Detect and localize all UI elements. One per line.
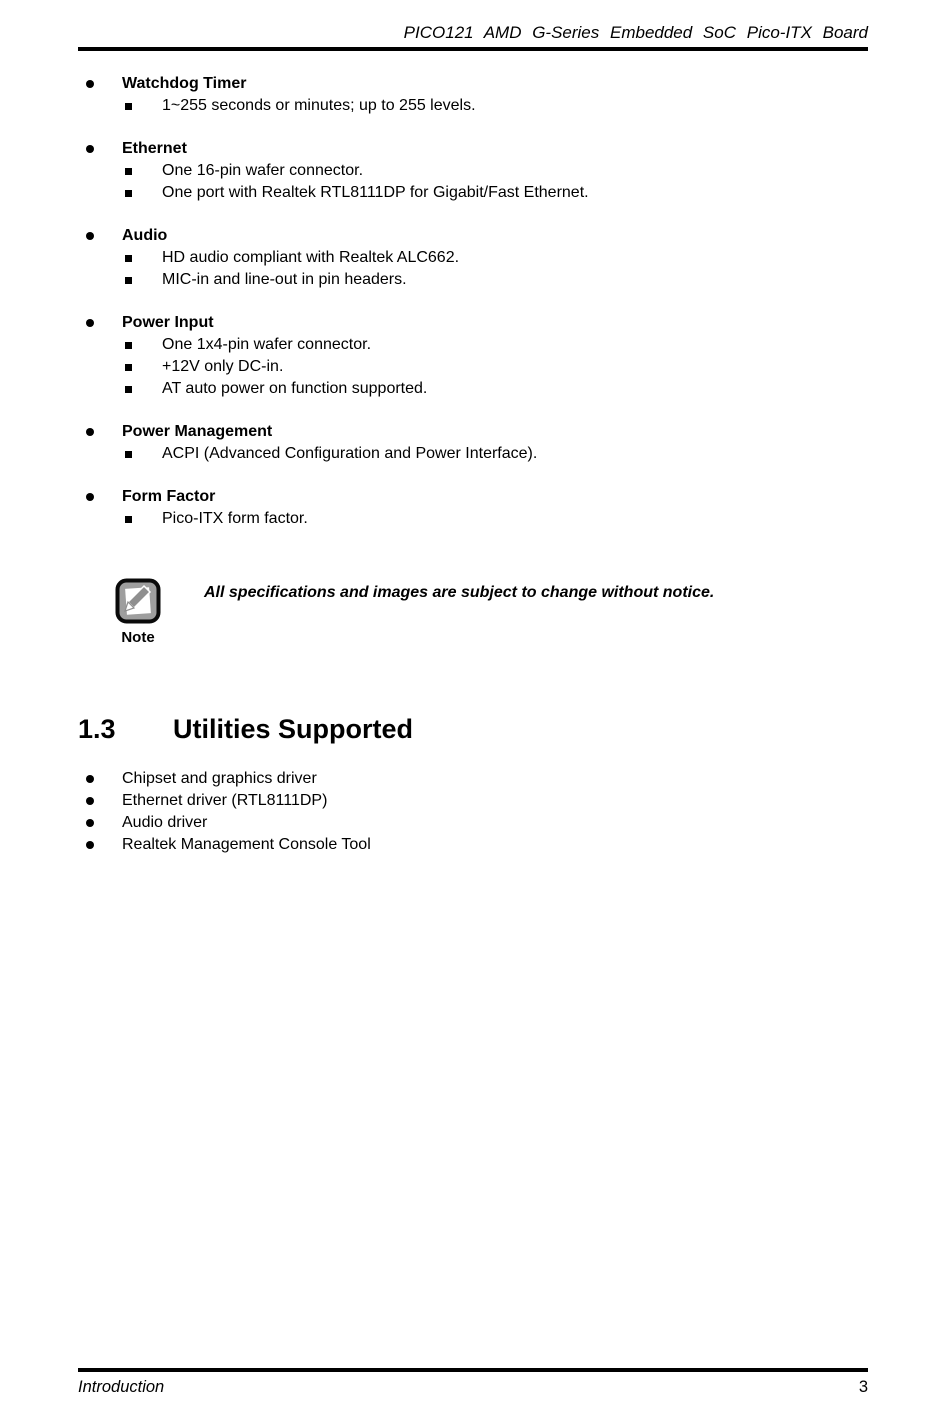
bullet-icon [86, 797, 94, 805]
spec-item-text: One 1x4-pin wafer connector. [162, 336, 372, 353]
square-bullet-icon [125, 451, 132, 458]
bullet-icon [86, 819, 94, 827]
square-bullet-icon [125, 103, 132, 110]
spec-item-text: MIC-in and line-out in pin headers. [162, 271, 407, 288]
bullet-icon [86, 145, 94, 153]
square-bullet-icon [125, 386, 132, 393]
square-bullet-icon [125, 190, 132, 197]
list-item [78, 812, 868, 834]
list-item [78, 790, 868, 812]
note-figure [115, 578, 161, 647]
list-item [78, 356, 868, 378]
note-label: Note [121, 629, 155, 646]
bullet-icon [86, 428, 94, 436]
square-bullet-icon [125, 277, 132, 284]
spec-item-text: +12V only DC-in. [162, 358, 284, 375]
section-label: Power Input [122, 314, 214, 331]
note-pencil-icon [115, 611, 161, 628]
spec-item-text: Pico-ITX form factor. [162, 510, 308, 527]
section-label: Power Management [122, 423, 273, 440]
section-heading [78, 714, 868, 744]
list-item [78, 378, 868, 400]
square-bullet-icon [125, 342, 132, 349]
header-rule [78, 47, 868, 51]
spec-item-text: HD audio compliant with Realtek ALC662. [162, 249, 460, 266]
list-item [78, 95, 868, 117]
spec-section-audio [78, 225, 868, 291]
list-item [78, 182, 868, 204]
spec-section-ethernet [78, 138, 868, 204]
spec-item-text: ACPI (Advanced Configuration and Power Interface). [162, 445, 538, 462]
spec-item-text: One port with Realtek RTL8111DP for Gigabit/Fast Ethernet. [162, 184, 589, 201]
spec-section-form-factor [78, 486, 868, 530]
spec-item-text: 1~255 seconds or minutes; up to 255 levels. [162, 97, 476, 114]
utility-item-text: Ethernet driver (RTL8111DP) [122, 792, 328, 809]
list-item [78, 834, 868, 856]
bullet-icon [86, 232, 94, 240]
bullet-icon [86, 493, 94, 501]
list-item [78, 421, 868, 443]
list-item [78, 225, 868, 247]
footer-chapter-label: Introduction [78, 1378, 165, 1396]
utilities-list [78, 768, 868, 856]
note-callout [78, 578, 868, 646]
list-item [78, 508, 868, 530]
page-number: 3 [858, 1378, 868, 1396]
list-item [78, 334, 868, 356]
spec-list [78, 73, 868, 856]
page-footer [78, 1368, 868, 1397]
section-label: Form Factor [122, 488, 216, 505]
square-bullet-icon [125, 168, 132, 175]
list-item [78, 486, 868, 508]
list-item [78, 443, 868, 465]
spec-section-watchdog-timer [78, 73, 868, 117]
section-label: Ethernet [122, 140, 187, 157]
note-text: All specifications and images are subject to change without notice. [204, 584, 715, 601]
bullet-icon [86, 80, 94, 88]
section-label: Audio [122, 227, 168, 244]
bullet-icon [86, 841, 94, 849]
list-item [78, 247, 868, 269]
utility-item-text: Realtek Management Console Tool [122, 836, 371, 853]
square-bullet-icon [125, 255, 132, 262]
square-bullet-icon [125, 364, 132, 371]
spec-item-text: One 16-pin wafer connector. [162, 162, 364, 179]
list-item [78, 73, 868, 95]
section-title: Utilities Supported [173, 714, 414, 744]
section-label: Watchdog Timer [122, 75, 247, 92]
spec-item-text: AT auto power on function supported. [162, 380, 428, 397]
list-item [78, 312, 868, 334]
section-number: 1.3 [78, 714, 116, 744]
footer-rule [78, 1368, 868, 1372]
list-item [78, 269, 868, 291]
spec-section-power-input [78, 312, 868, 400]
utility-item-text: Chipset and graphics driver [122, 770, 317, 787]
bullet-icon [86, 775, 94, 783]
square-bullet-icon [125, 516, 132, 523]
utility-item-text: Audio driver [122, 814, 208, 831]
list-item [78, 768, 868, 790]
bullet-icon [86, 319, 94, 327]
list-item [78, 160, 868, 182]
page-header-title: PICO121 AMD G-Series Embedded SoC Pico-ITX Board [403, 23, 868, 42]
list-item [78, 138, 868, 160]
spec-section-power-management [78, 421, 868, 465]
